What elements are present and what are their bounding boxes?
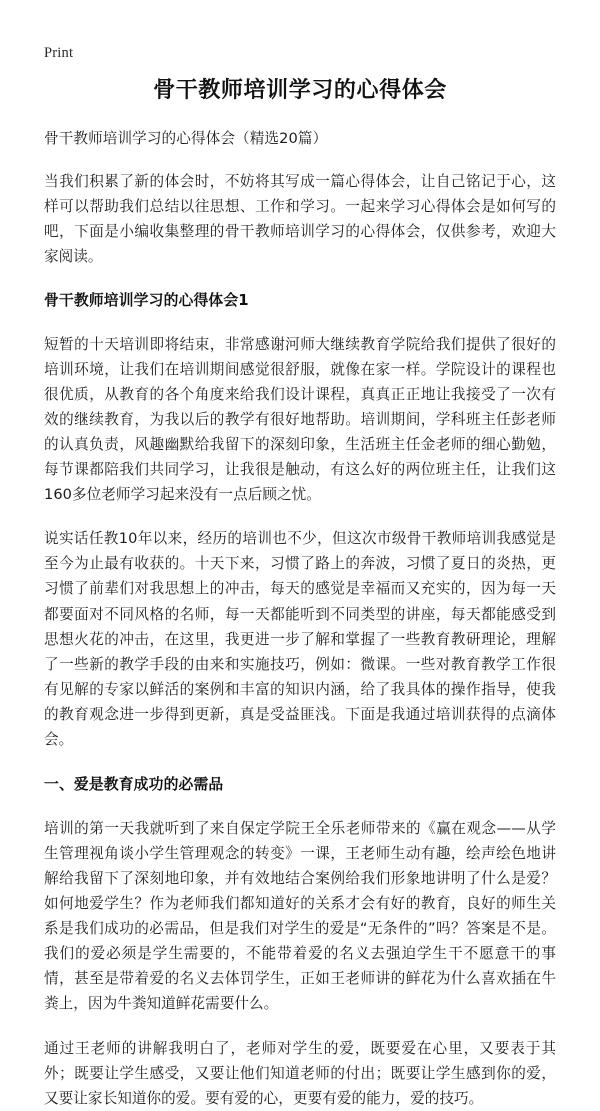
section-1-paragraph-2: 通过王老师的讲解我明白了，老师对学生的爱，既要爱在心里，又要表于其外；既要让学生感受，又要让他们知道老师的付出；既要让学生感到你的爱，又要让家长知道你的爱。要有爱的心，更要有爱的能力，爱的技巧。	[44, 1039, 556, 1107]
toolbar	[0, 0, 600, 62]
entry-heading: 骨干教师培训学习的心得体会1	[44, 291, 249, 309]
body-paragraph-1: 短暂的十天培训即将结束，非常感谢河师大继续教育学院给我们提供了很好的培训环境，让我们在培训期间感觉很舒服，就像在家一样。学院设计的课程也很优质，从教育的各个角度来给我们设计课程，真真正正地让我接受了一次有效的继续教育，为我以后的教学有很好地帮助。培训期间，学科班主任彭老师的认真负责，风趣幽默给我留下的深刻印象，生活班主任金老师的细心勤勉，每节课都陪我们共同学习，让我很是触动，有这么好的两位班主任，让我们这160多位老师学习起来没有一点后顾之忧。	[44, 335, 556, 504]
print-link[interactable]: Print	[44, 45, 74, 61]
section-heading-1: 一、爱是教育成功的必需品	[44, 776, 224, 794]
intro-paragraph: 当我们积累了新的体会时，不妨将其写成一篇心得体会，让自己铭记于心，这样可以帮助我们总结以往思想、工作和学习。一起来学习心得体会是如何写的吧，下面是小编收集整理的骨干教师培训学习的心得体会，仅供参考，欢迎大家阅读。	[44, 172, 556, 265]
body-paragraph-2: 说实话任教10年以来，经历的培训也不少，但这次市级骨干教师培训我感觉是至今为止最有收获的。十天下来，习惯了路上的奔波，习惯了夏日的炎热，更习惯了前辈们对我思想上的冲击，每天的感觉是幸福而又充实的，因为每一天都要面对不同风格的名师，每一天都能听到不同类型的讲座，每天都能感受到思想火花的冲击，在这里，我更进一步了解和掌握了一些教育教研理论，理解了一些新的教学手段的由来和实施技巧，例如：微课。一些对教育教学工作很有见解的专家以鲜活的案例和丰富的知识内涵，给了我具体的操作指导，使我的教育观念进一步得到更新，真是受益匪浅。下面是我通过培训获得的点滴体会。	[44, 530, 556, 749]
document-subtitle: 骨干教师培训学习的心得体会（精选20篇）	[44, 129, 328, 147]
section-1-paragraph-1: 培训的第一天我就听到了来自保定学院王全乐老师带来的《赢在观念——从学生管理视角谈小学生管理观念的转变》一课，王老师生动有趣，绘声绘色地讲解给我留下了深刻地印象，并有效地结合案例给我们形象地讲明了什么是爱？如何地爱学生？作为老师我们都知道好的关系才会有好的教育，良好的师生关系是我们成功的必需品，但是我们对学生的爱是“无条件的”吗？答案是不是。我们的爱必须是学生需要的，不能带着爱的名义去强迫学生干不愿意干的事情，甚至是带着爱的名义去体罚学生，正如王老师讲的鲜花为什么喜欢插在牛粪上，因为牛粪知道鲜花需要什么。	[44, 819, 556, 1013]
page-title: 骨干教师培训学习的心得体会	[153, 78, 447, 103]
document-content	[0, 76, 600, 1111]
